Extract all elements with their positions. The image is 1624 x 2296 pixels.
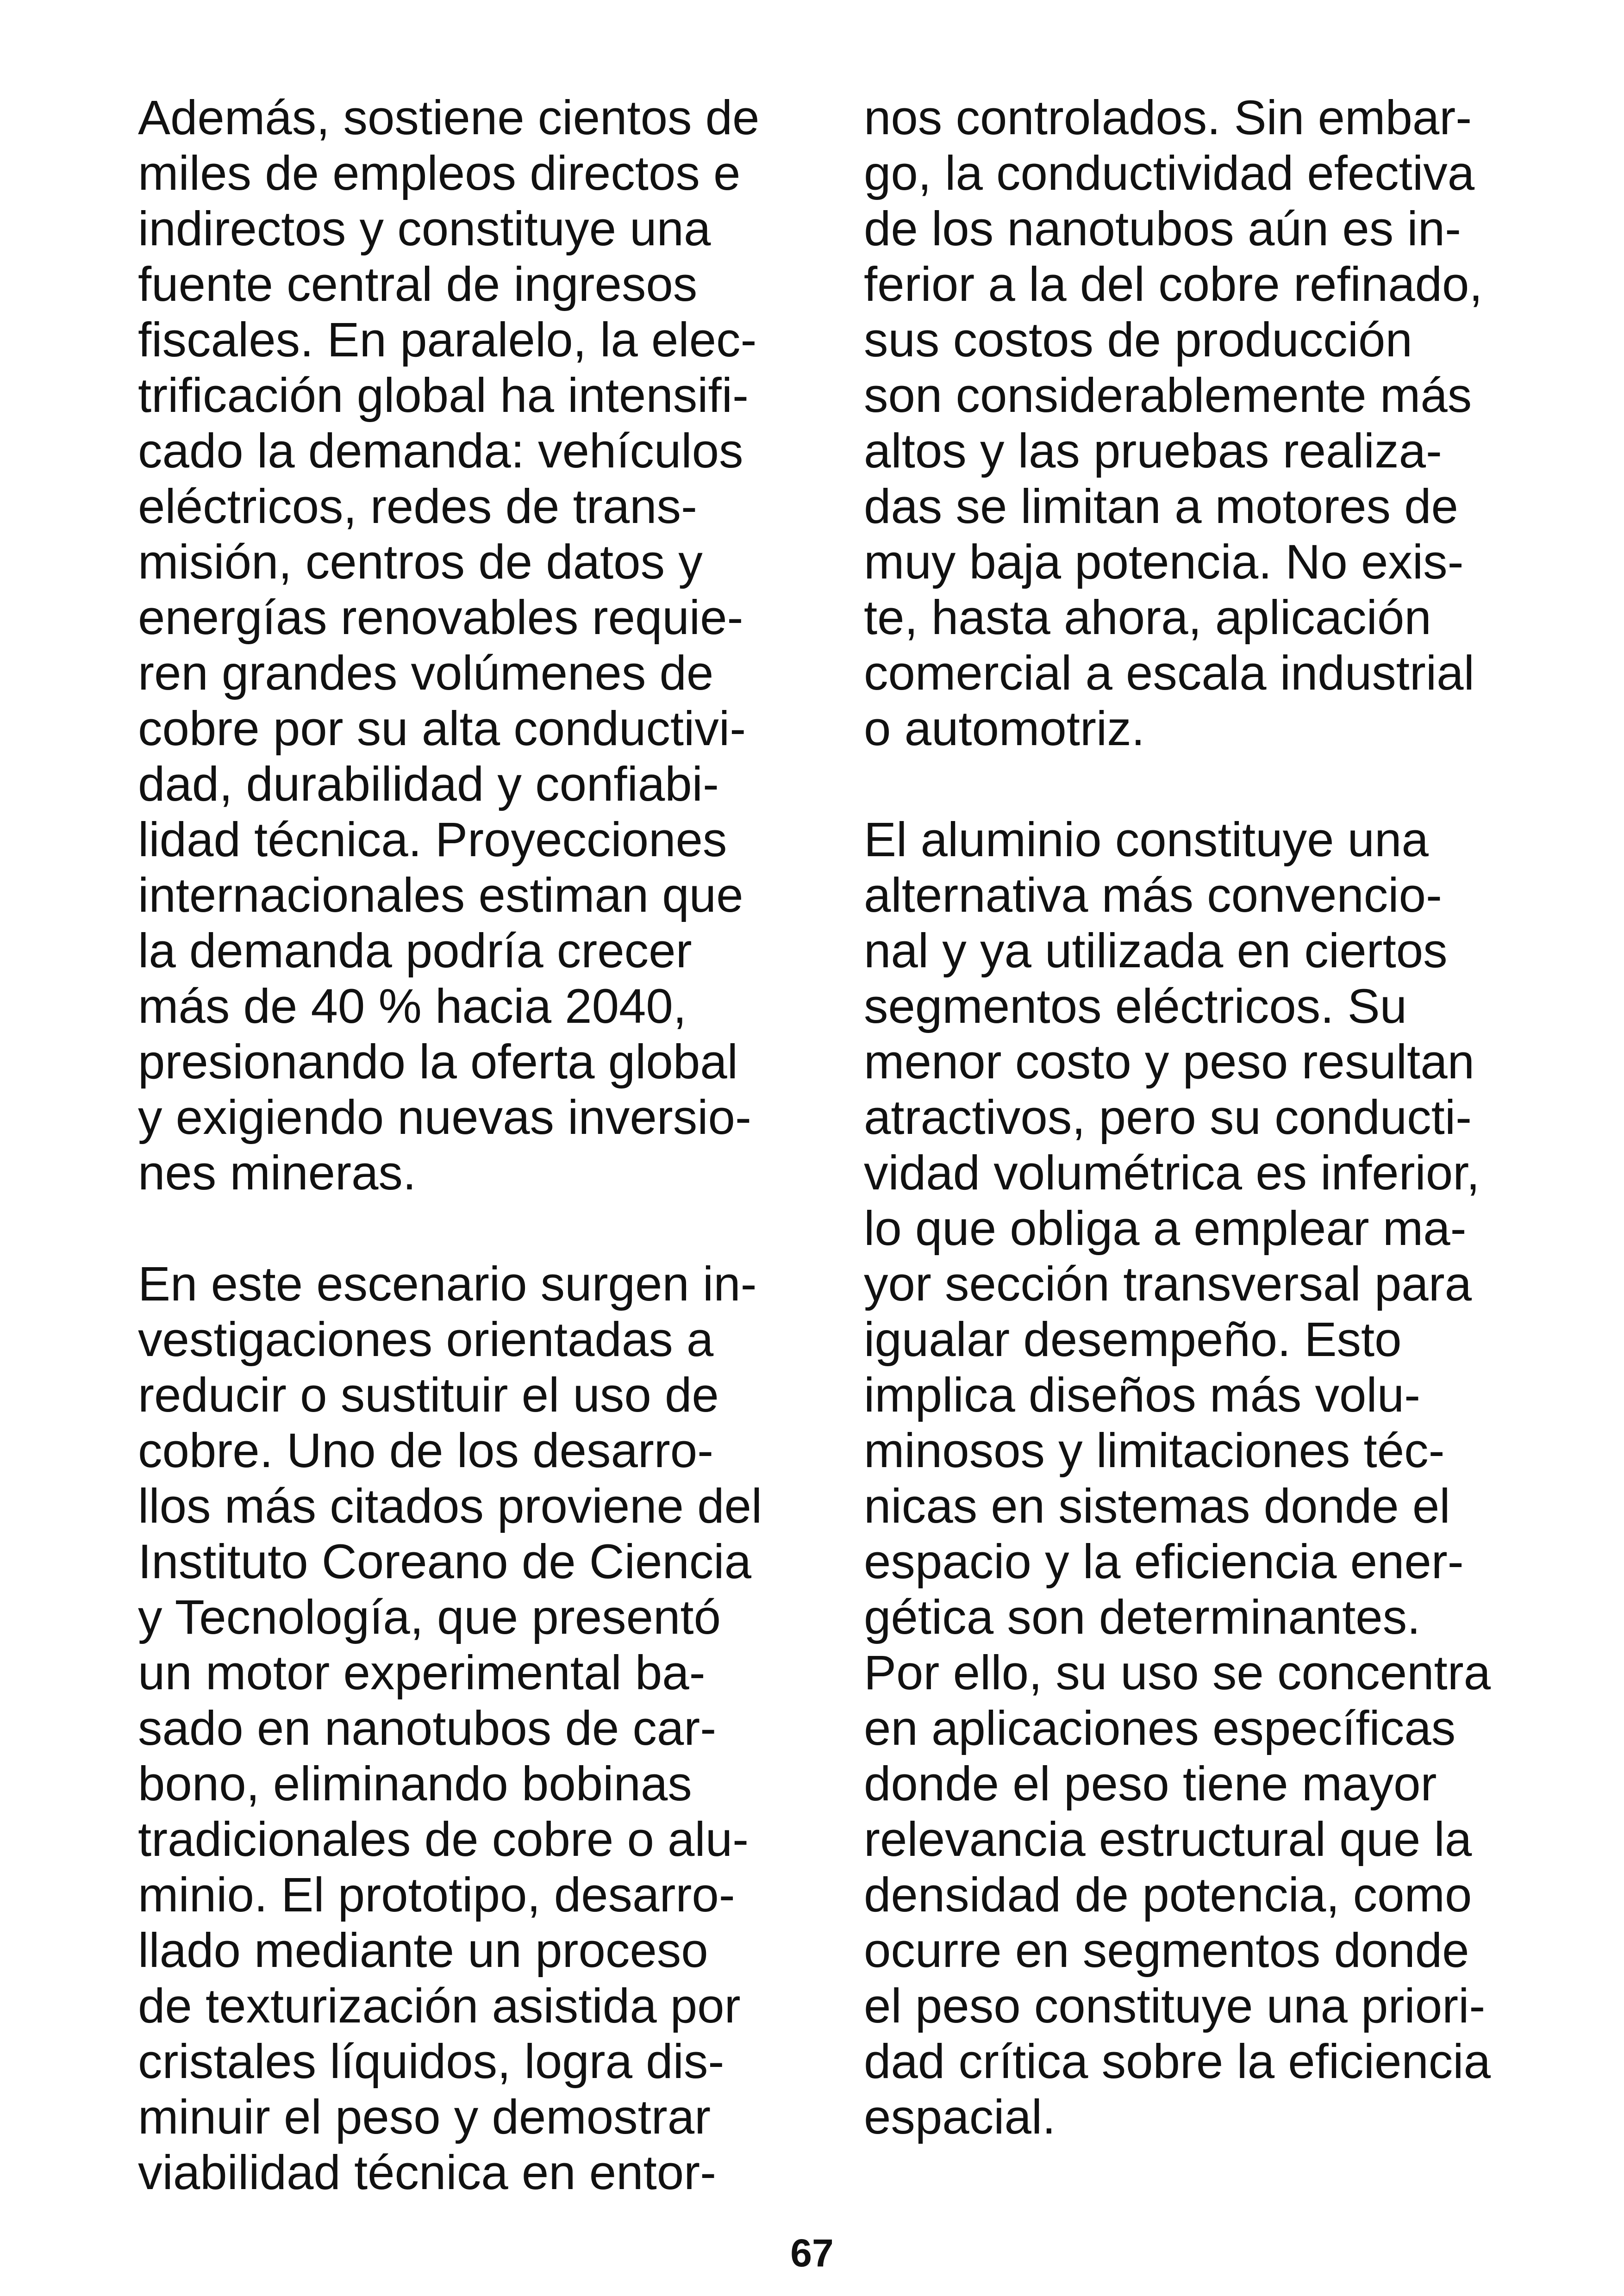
text-line: ren grandes volúmenes de: [138, 646, 714, 700]
text-line: lidad técnica. Proyecciones: [138, 813, 727, 867]
text-line: nes mineras.: [138, 1146, 417, 1200]
text-line: dad crítica sobre la eficiencia: [864, 2035, 1491, 2089]
text-line: llado mediante un proceso: [138, 1923, 708, 1978]
text-line: espacio y la eficiencia ener-: [864, 1535, 1464, 1589]
text-line: fuente central de ingresos: [138, 257, 698, 311]
text-line: altos y las pruebas realiza-: [864, 424, 1442, 478]
text-line: el peso constituye una priori-: [864, 1979, 1486, 2033]
text-line: viabilidad técnica en entor-: [138, 2146, 717, 2200]
text-line: cobre por su alta conductivi-: [138, 702, 746, 756]
text-line: o automotriz.: [864, 702, 1145, 756]
text-line: implica diseños más volu-: [864, 1368, 1421, 1422]
right-column: [864, 90, 1526, 2145]
text-line: donde el peso tiene mayor: [864, 1757, 1437, 1811]
text-line: nal y ya utilizada en ciertos: [864, 924, 1448, 978]
text-line: relevancia estructural que la: [864, 1812, 1472, 1867]
paragraph-spacer: [138, 1201, 800, 1257]
page-number: 67: [790, 2231, 834, 2275]
text-line: igualar desempeño. Esto: [864, 1313, 1402, 1367]
text-line: sado en nanotubos de car-: [138, 1701, 717, 1755]
text-line: minosos y limitaciones téc-: [864, 1424, 1445, 1478]
text-line: vidad volumétrica es inferior,: [864, 1146, 1480, 1200]
text-line: cobre. Uno de los desarro-: [138, 1424, 714, 1478]
text-line: minio. El prototipo, desarro-: [138, 1868, 735, 1922]
text-line: vestigaciones orientadas a: [138, 1313, 714, 1367]
text-line: sus costos de producción: [864, 313, 1412, 367]
paragraph-spacer: [864, 757, 1526, 812]
text-line: la demanda podría crecer: [138, 924, 692, 978]
text-line: muy baja potencia. No exis-: [864, 535, 1464, 589]
text-line: cado la demanda: vehículos: [138, 424, 743, 478]
text-line: fiscales. En paralelo, la elec-: [138, 313, 757, 367]
text-line: segmentos eléctricos. Su: [864, 979, 1407, 1033]
text-line: misión, centros de datos y: [138, 535, 703, 589]
text-line: te, hasta ahora, aplicación: [864, 591, 1431, 645]
text-line: comercial a escala industrial: [864, 646, 1474, 700]
text-line: minuir el peso y demostrar: [138, 2090, 711, 2144]
paragraph: [864, 90, 1526, 757]
text-line: menor costo y peso resultan: [864, 1035, 1475, 1089]
text-line: densidad de potencia, como: [864, 1868, 1472, 1922]
text-line: El aluminio constituye una: [864, 813, 1429, 867]
text-line: alternativa más convencio-: [864, 868, 1442, 922]
text-line: miles de empleos directos e: [138, 146, 741, 200]
text-line: espacial.: [864, 2090, 1056, 2144]
text-line: más de 40 % hacia 2040,: [138, 979, 687, 1033]
text-line: lo que obliga a emplear ma-: [864, 1201, 1467, 1256]
text-line: trificación global ha intensifi-: [138, 368, 749, 423]
text-line: nos controlados. Sin embar-: [864, 91, 1472, 145]
text-line: son considerablemente más: [864, 368, 1472, 423]
text-line: reducir o sustituir el uso de: [138, 1368, 719, 1422]
text-line: cristales líquidos, logra dis-: [138, 2035, 725, 2089]
text-line: en aplicaciones específicas: [864, 1701, 1456, 1755]
text-line: bono, eliminando bobinas: [138, 1757, 692, 1811]
text-line: llos más citados proviene del: [138, 1479, 762, 1533]
left-column: [138, 90, 800, 2201]
text-line: En este escenario surgen in-: [138, 1257, 757, 1311]
text-line: de los nanotubos aún es in-: [864, 202, 1462, 256]
text-line: y Tecnología, que presentó: [138, 1590, 721, 1644]
text-line: ferior a la del cobre refinado,: [864, 257, 1483, 311]
text-line: atractivos, pero su conducti-: [864, 1090, 1472, 1145]
text-line: presionando la oferta global: [138, 1035, 738, 1089]
text-line: dad, durabilidad y confiabi-: [138, 757, 719, 811]
paragraph: [138, 1257, 800, 2201]
text-line: das se limitan a motores de: [864, 479, 1458, 534]
text-line: ocurre en segmentos donde: [864, 1923, 1469, 1978]
text-line: y exigiendo nuevas inversio-: [138, 1090, 751, 1145]
text-line: de texturización asistida por: [138, 1979, 741, 2033]
text-line: Instituto Coreano de Ciencia: [138, 1535, 751, 1589]
text-line: energías renovables requie-: [138, 591, 743, 645]
text-line: go, la conductividad efectiva: [864, 146, 1475, 200]
text-line: eléctricos, redes de trans-: [138, 479, 698, 534]
paragraph: [864, 812, 1526, 2145]
text-line: internacionales estiman que: [138, 868, 743, 922]
text-line: nicas en sistemas donde el: [864, 1479, 1450, 1533]
text-line: Por ello, su uso se concentra: [864, 1646, 1491, 1700]
paragraph: [138, 90, 800, 1201]
text-line: yor sección transversal para: [864, 1257, 1472, 1311]
text-line: gética son determinantes.: [864, 1590, 1421, 1644]
text-line: indirectos y constituye una: [138, 202, 711, 256]
text-line: tradicionales de cobre o alu-: [138, 1812, 749, 1867]
text-line: un motor experimental ba-: [138, 1646, 706, 1700]
text-line: Además, sostiene cientos de: [138, 91, 760, 145]
